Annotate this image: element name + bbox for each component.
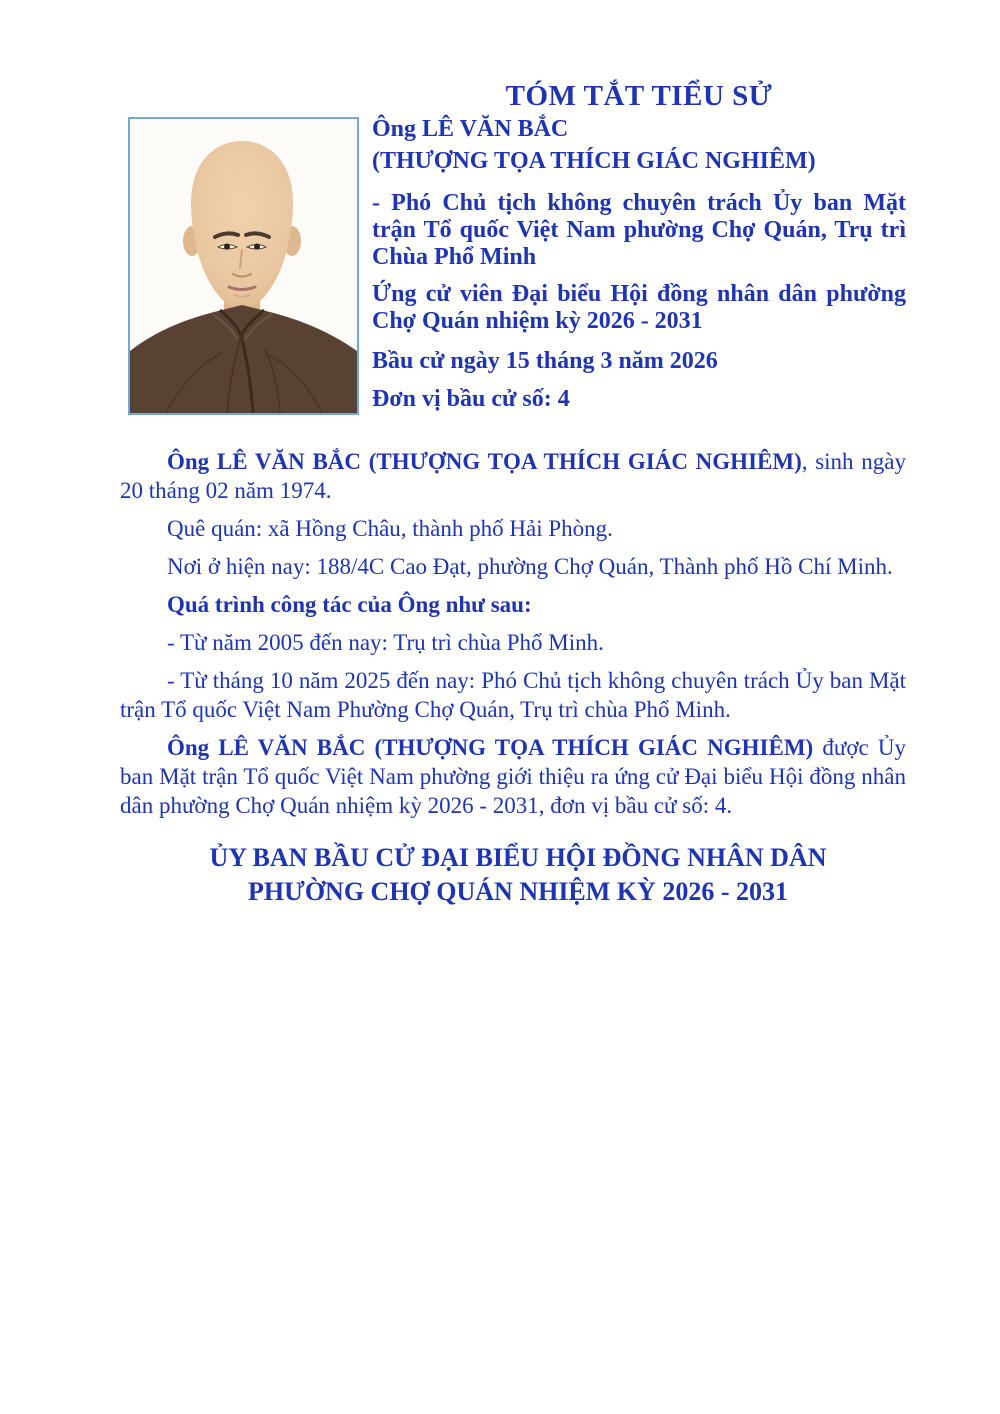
candidate-photo-frame: [128, 117, 359, 415]
page-title: TÓM TẮT TIỂU SỬ: [505, 80, 773, 112]
bio-paragraph-career-2: - Từ tháng 10 năm 2025 đến nay: Phó Chủ tịch không chuyên trách Ủy ban Mặt trận Tổ quốc Việt Nam Phường Chợ Quán, Trụ trì chùa Phổ Minh.: [120, 668, 906, 722]
candidate-portrait: [130, 119, 357, 413]
issuing-authority: [118, 841, 918, 909]
bio-nomination-text: được Ủy ban Mặt trận Tổ quốc Việt Nam phường giới thiệu ra ứng cử Đại biểu Hội đồng nhân dân phường Chợ Quán nhiệm kỳ 2026 - 2031, đơn vị bầu cử số: 4.: [120, 735, 906, 818]
candidate-alias: (THƯỢNG TỌA THÍCH GIÁC NGHIÊM): [372, 148, 816, 174]
biography-body: [120, 447, 906, 829]
bio-paragraph-career-1: - Từ năm 2005 đến nay: Trụ trì chùa Phổ Minh.: [167, 630, 604, 655]
bio-birth-text: , sinh ngày 20 tháng 02 năm 1974.: [120, 449, 906, 503]
candidate-name: Ông LÊ VĂN BẮC: [372, 116, 569, 142]
issuing-authority-line1: ỦY BAN BẦU CỬ ĐẠI BIỂU HỘI ĐỒNG NHÂN DÂN: [209, 843, 827, 872]
bio-paragraph-birth: [120, 447, 906, 505]
election-unit: Đơn vị bầu cử số: 4: [372, 386, 570, 412]
candidate-summary: [372, 116, 906, 413]
candidate-candidacy: Ứng cử viên Đại biểu Hội đồng nhân dân phường Chợ Quán nhiệm kỳ 2026 - 2031: [372, 281, 906, 334]
issuing-authority-line2: PHƯỜNG CHỢ QUÁN NHIỆM KỲ 2026 - 2031: [248, 877, 788, 906]
candidate-position: - Phó Chủ tịch không chuyên trách Ủy ban Mặt trận Tổ quốc Việt Nam phường Chợ Quán, Trụ trì Chùa Phổ Minh: [372, 190, 906, 270]
election-date: Bầu cử ngày 15 tháng 3 năm 2026: [372, 348, 718, 374]
bio-paragraph-nomination: [120, 733, 906, 820]
bio-paragraph-residence: Nơi ở hiện nay: 188/4C Cao Đạt, phường Chợ Quán, Thành phố Hồ Chí Minh.: [167, 554, 893, 579]
bio-paragraph-career-heading: Quá trình công tác của Ông như sau:: [167, 592, 532, 617]
bio-name-bold-2: Ông LÊ VĂN BẮC (THƯỢNG TỌA THÍCH GIÁC NGHIÊM): [167, 735, 814, 760]
bio-name-bold: Ông LÊ VĂN BẮC (THƯỢNG TỌA THÍCH GIÁC NGHIÊM): [167, 449, 802, 474]
bio-paragraph-hometown: Quê quán: xã Hồng Châu, thành phố Hải Phòng.: [167, 516, 613, 541]
